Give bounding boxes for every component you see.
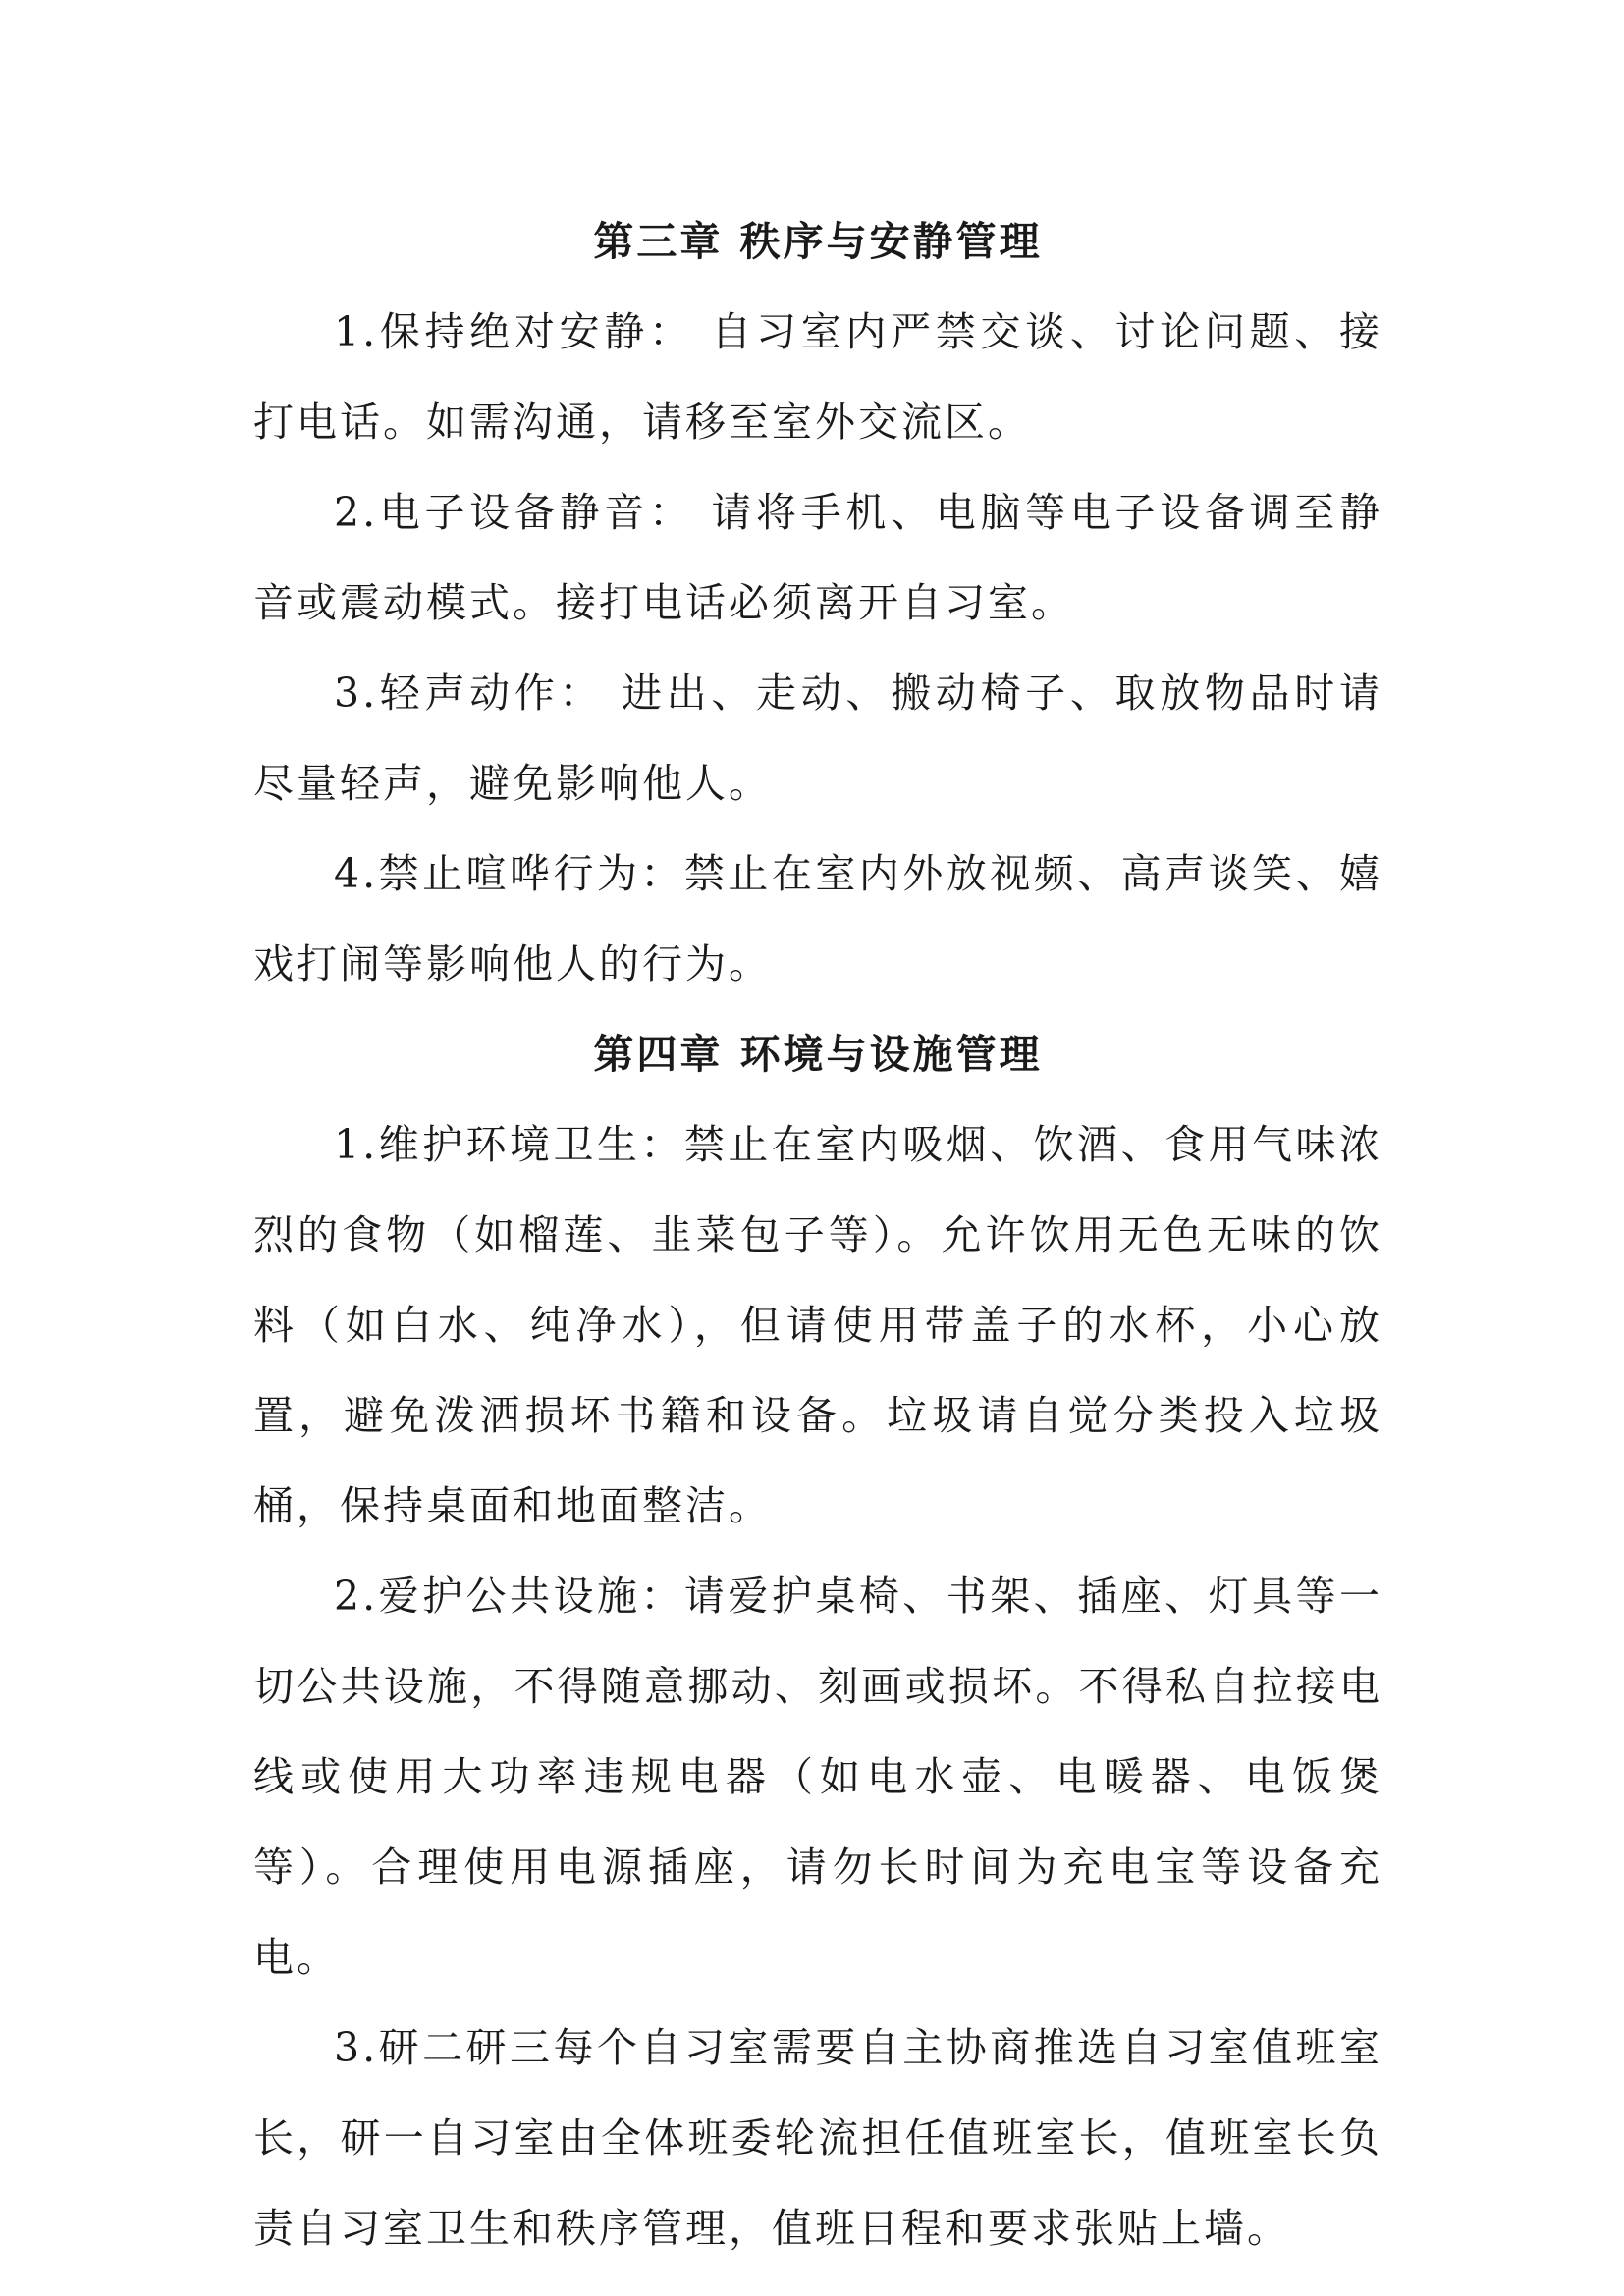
chapter-3-item-2: 2.电子设备静音： 请将手机、电脑等电子设备调至静音或震动模式。接打电话必须离开自习室。 [253,489,1382,626]
chapter-4-item-3: 3.研二研三每个自习室需要自主协商推选自习室值班室长，研一自习室由全体班委轮流担任值班室长，值班室长负责自习室卫生和秩序管理，值班日程和要求张贴上墙。 [253,2024,1382,2252]
chapter-4-item-2: 2.爱护公共设施：请爱护桌椅、书架、插座、灯具等一切公共设施，不得随意挪动、刻画或损坏。不得私自拉接电线或使用大功率违规电器（如电水壶、电暖器、电饭煲等）。合理使用电源插座，请勿长时间为充电宝等设备充电。 [253,1573,1382,1981]
chapter-3-title: 第三章 秩序与安静管理 [593,218,1043,265]
chapter-4-item-1: 1.维护环境卫生：禁止在室内吸烟、饮酒、食用气味浓烈的食物（如榴莲、韭菜包子等）。允许饮用无色无味的饮料（如白水、纯净水），但请使用带盖子的水杯，小心放置，避免泼洒损坏书籍和设备。垃圾请自觉分类投入垃圾桶，保持桌面和地面整洁。 [253,1121,1382,1529]
chapter-3-item-3: 3.轻声动作： 进出、走动、搬动椅子、取放物品时请尽量轻声，避免影响他人。 [253,669,1382,807]
chapter-4-title: 第四章 环境与设施管理 [593,1031,1043,1078]
chapter-3-item-1: 1.保持绝对安静： 自习室内严禁交谈、讨论问题、接打电话。如需沟通，请移至室外交流区。 [253,308,1382,446]
chapter-3-item-4: 4.禁止喧哗行为：禁止在室内外放视频、高声谈笑、嬉戏打闹等影响他人的行为。 [253,850,1382,988]
document-page [253,196,1382,2273]
